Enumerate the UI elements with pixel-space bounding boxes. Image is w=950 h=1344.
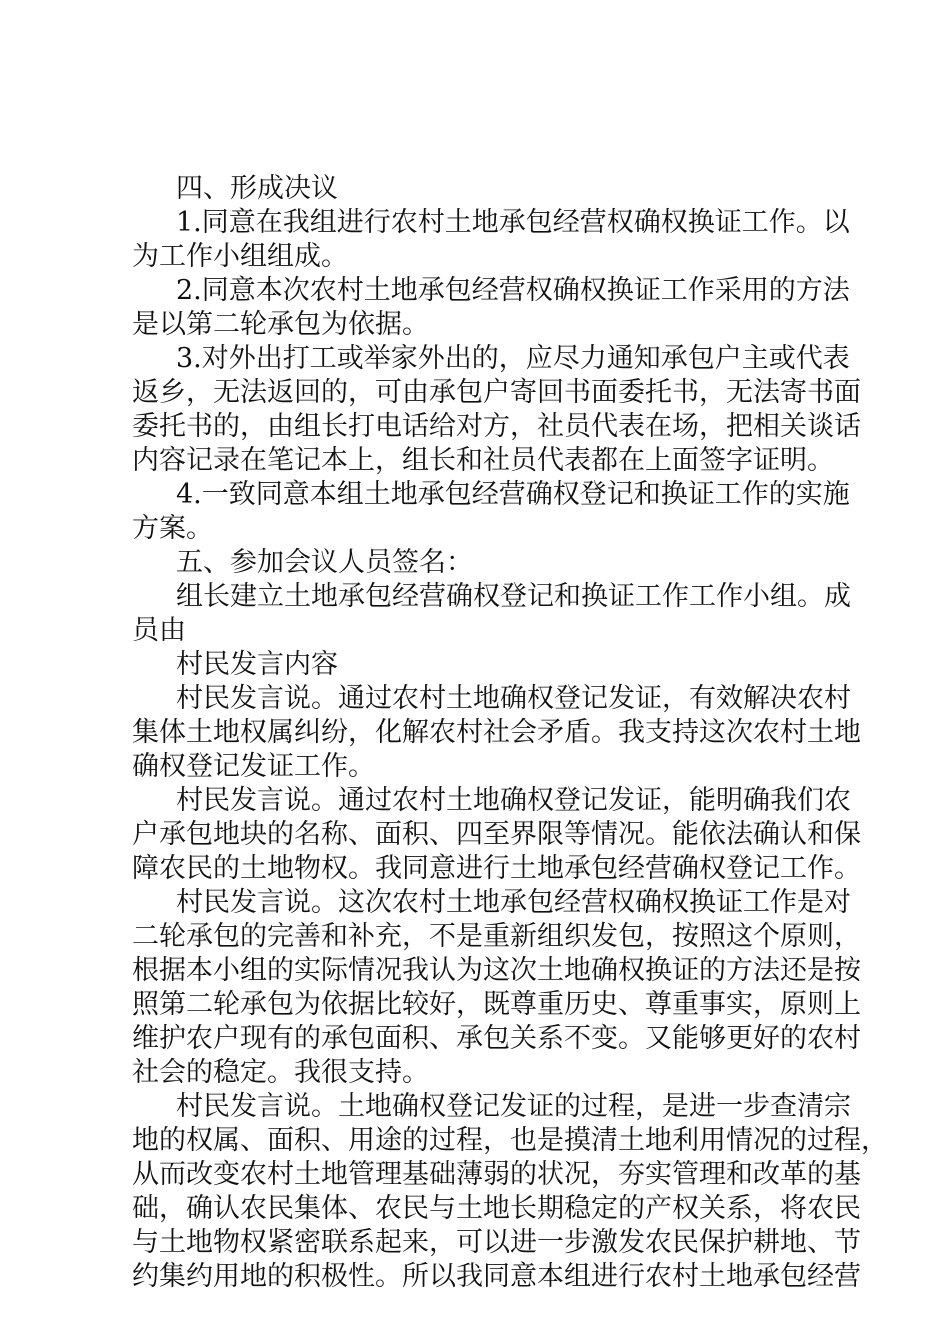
villager-speech-1-cont: 集体土地权属纠纷，化解农村社会矛盾。我支持这次农村土地 — [132, 717, 861, 748]
villager-speech-2: 村民发言说。通过农村土地确权登记发证，能明确我们农 — [176, 785, 851, 816]
villager-speech-3-cont: 社会的稳定。我很支持。 — [132, 1057, 429, 1088]
resolution-item-3: 3.对外出打工或举家外出的，应尽力通知承包户主或代表 — [176, 343, 850, 374]
resolution-item-3-cont: 委托书的，由组长打电话给对方，社员代表在场，把相关谈话 — [132, 411, 861, 442]
paragraph-line: 组长建立土地承包经营确权登记和换证工作工作小组。成 — [176, 581, 851, 612]
villager-speech-4: 村民发言说。土地确权登记发证的过程，是进一步查清宗 — [176, 1091, 851, 1122]
villager-speech-1-cont: 确权登记发证工作。 — [132, 751, 375, 782]
villager-speech-3-cont: 维护农户现有的承包面积、承包关系不变。又能够更好的农村 — [132, 1023, 861, 1054]
villager-speech-2-cont: 户承包地块的名称、面积、四至界限等情况。能依法确认和保 — [132, 819, 861, 850]
villager-speech-4-cont: 础，确认农民集体、农民与土地长期稳定的产权关系，将农民 — [132, 1193, 861, 1224]
resolution-item-2-cont: 是以第二轮承包为依据。 — [132, 309, 429, 340]
resolution-item-4: 4.一致同意本组土地承包经营确权登记和换证工作的实施 — [176, 479, 850, 510]
resolution-item-1: 1.同意在我组进行农村土地承包经营权确权换证工作。以 — [176, 207, 850, 238]
section-heading-signatures: 五、参加会议人员签名： — [176, 547, 473, 578]
villager-speech-1: 村民发言说。通过农村土地确权登记发证，有效解决农村 — [176, 683, 851, 714]
resolution-item-3-cont: 返乡，无法返回的，可由承包户寄回书面委托书，无法寄书面 — [132, 377, 861, 408]
villager-speech-3-cont: 二轮承包的完善和补充，不是重新组织发包，按照这个原则， — [132, 921, 861, 952]
resolution-item-3-cont: 内容记录在笔记本上，组长和社员代表都在上面签字证明。 — [132, 445, 834, 476]
resolution-item-1-cont: 为工作小组组成。 — [132, 241, 348, 272]
subheading-villager-speech: 村民发言内容 — [176, 649, 338, 680]
section-heading-resolution: 四、形成决议 — [176, 173, 338, 204]
resolution-item-4-cont: 方案。 — [132, 513, 213, 544]
villager-speech-3-cont: 根据本小组的实际情况我认为这次土地确权换证的方法还是按 — [132, 955, 861, 986]
villager-speech-4-cont: 地的权属、面积、用途的过程，也是摸清土地利用情况的过程， — [132, 1125, 888, 1156]
villager-speech-3-cont: 照第二轮承包为依据比较好，既尊重历史、尊重事实，原则上 — [132, 989, 861, 1020]
villager-speech-4-cont: 与土地物权紧密联系起来，可以进一步激发农民保护耕地、节 — [132, 1227, 861, 1258]
resolution-item-2: 2.同意本次农村土地承包经营权确权换证工作采用的方法 — [176, 275, 850, 306]
villager-speech-2-cont: 障农民的土地物权。我同意进行土地承包经营确权登记工作。 — [132, 853, 861, 884]
paragraph-line: 员由 — [132, 615, 186, 646]
villager-speech-4-cont: 约集约用地的积极性。所以我同意本组进行农村土地承包经营 — [132, 1261, 861, 1292]
villager-speech-3: 村民发言说。这次农村土地承包经营权确权换证工作是对 — [176, 887, 851, 918]
villager-speech-4-cont: 从而改变农村土地管理基础薄弱的状况，夯实管理和改革的基 — [132, 1159, 861, 1190]
